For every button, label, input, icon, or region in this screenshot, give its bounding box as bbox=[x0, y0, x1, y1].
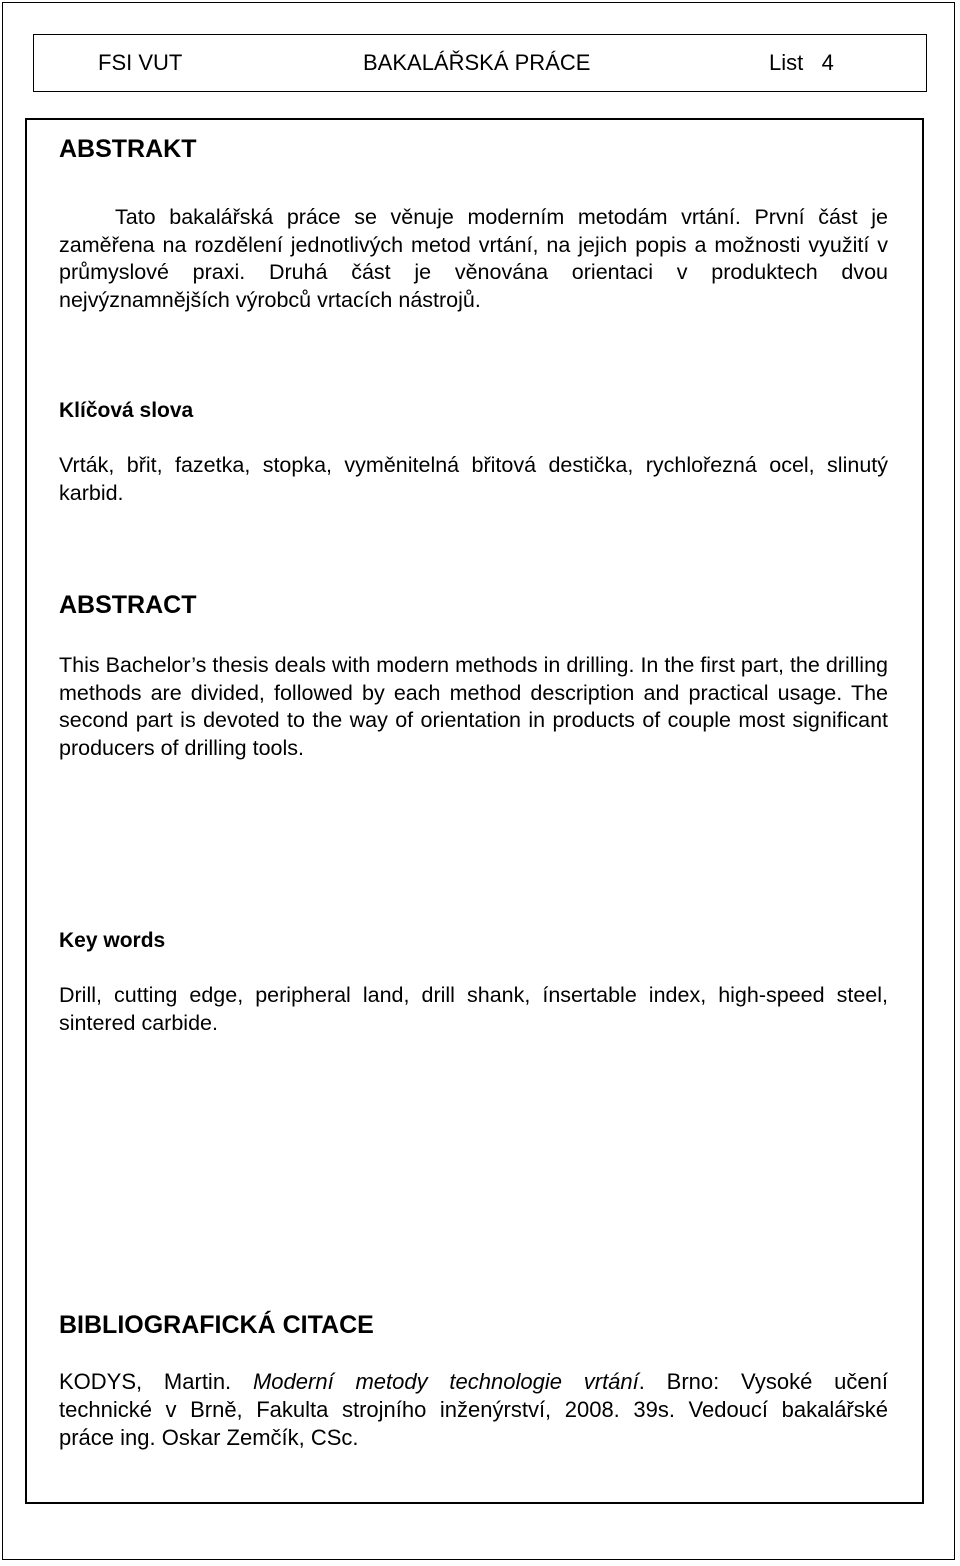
citation-line-1 bbox=[59, 1368, 888, 1396]
content-area bbox=[25, 118, 924, 1504]
citation-author: KODYS, Martin. bbox=[59, 1369, 232, 1394]
abstrakt-text: Tato bakalářská práce se věnuje moderním metodám vrtání. První část je zaměřena na rozdělení jednotlivých metod vrtání, na jejich popis a možnosti využití v průmyslové praxi. Druhá část je věnována orientaci v produktech dvou nejvýznamnějších výrobců vrtacích nástrojů. bbox=[59, 205, 888, 312]
klicova-slova-text: Vrták, břit, fazetka, stopka, vyměnitelná břitová destička, rychlořezná ocel, slinutý karbid. bbox=[59, 453, 888, 505]
citation-heading: BIBLIOGRAFICKÁ CITACE bbox=[59, 1311, 374, 1339]
abstrakt-heading: ABSTRAKT bbox=[59, 135, 197, 163]
page-header bbox=[33, 34, 927, 92]
header-page-number: List 4 bbox=[769, 50, 834, 75]
citation-text bbox=[59, 1368, 888, 1452]
citation-line-2: technické v Brně, Fakulta strojního inženýrství, 2008. 39s. Vedoucí bakalářské bbox=[59, 1397, 888, 1422]
klicova-slova-heading: Klíčová slova bbox=[59, 399, 194, 422]
key-words-text: Drill, cutting edge, peripheral land, drill shank, ínsertable index, high-speed steel, sintered carbide. bbox=[59, 983, 888, 1035]
header-faculty: FSI VUT bbox=[98, 50, 183, 75]
abstract-text: This Bachelor’s thesis deals with modern methods in drilling. In the first part, the drilling methods are divided, followed by each method description and practical usage. The second part is devoted to the way of orientation in products of couple most significant producers of drilling tools. bbox=[59, 653, 888, 760]
abstract-heading: ABSTRACT bbox=[59, 591, 197, 619]
key-words-heading: Key words bbox=[59, 929, 166, 952]
citation-line-3: práce ing. Oskar Zemčík, CSc. bbox=[59, 1425, 359, 1450]
citation-publisher: . Brno: Vysoké učení bbox=[638, 1369, 888, 1394]
header-document-type: BAKALÁŘSKÁ PRÁCE bbox=[363, 50, 591, 75]
citation-work-title: Moderní metody technologie vrtání bbox=[252, 1369, 639, 1394]
